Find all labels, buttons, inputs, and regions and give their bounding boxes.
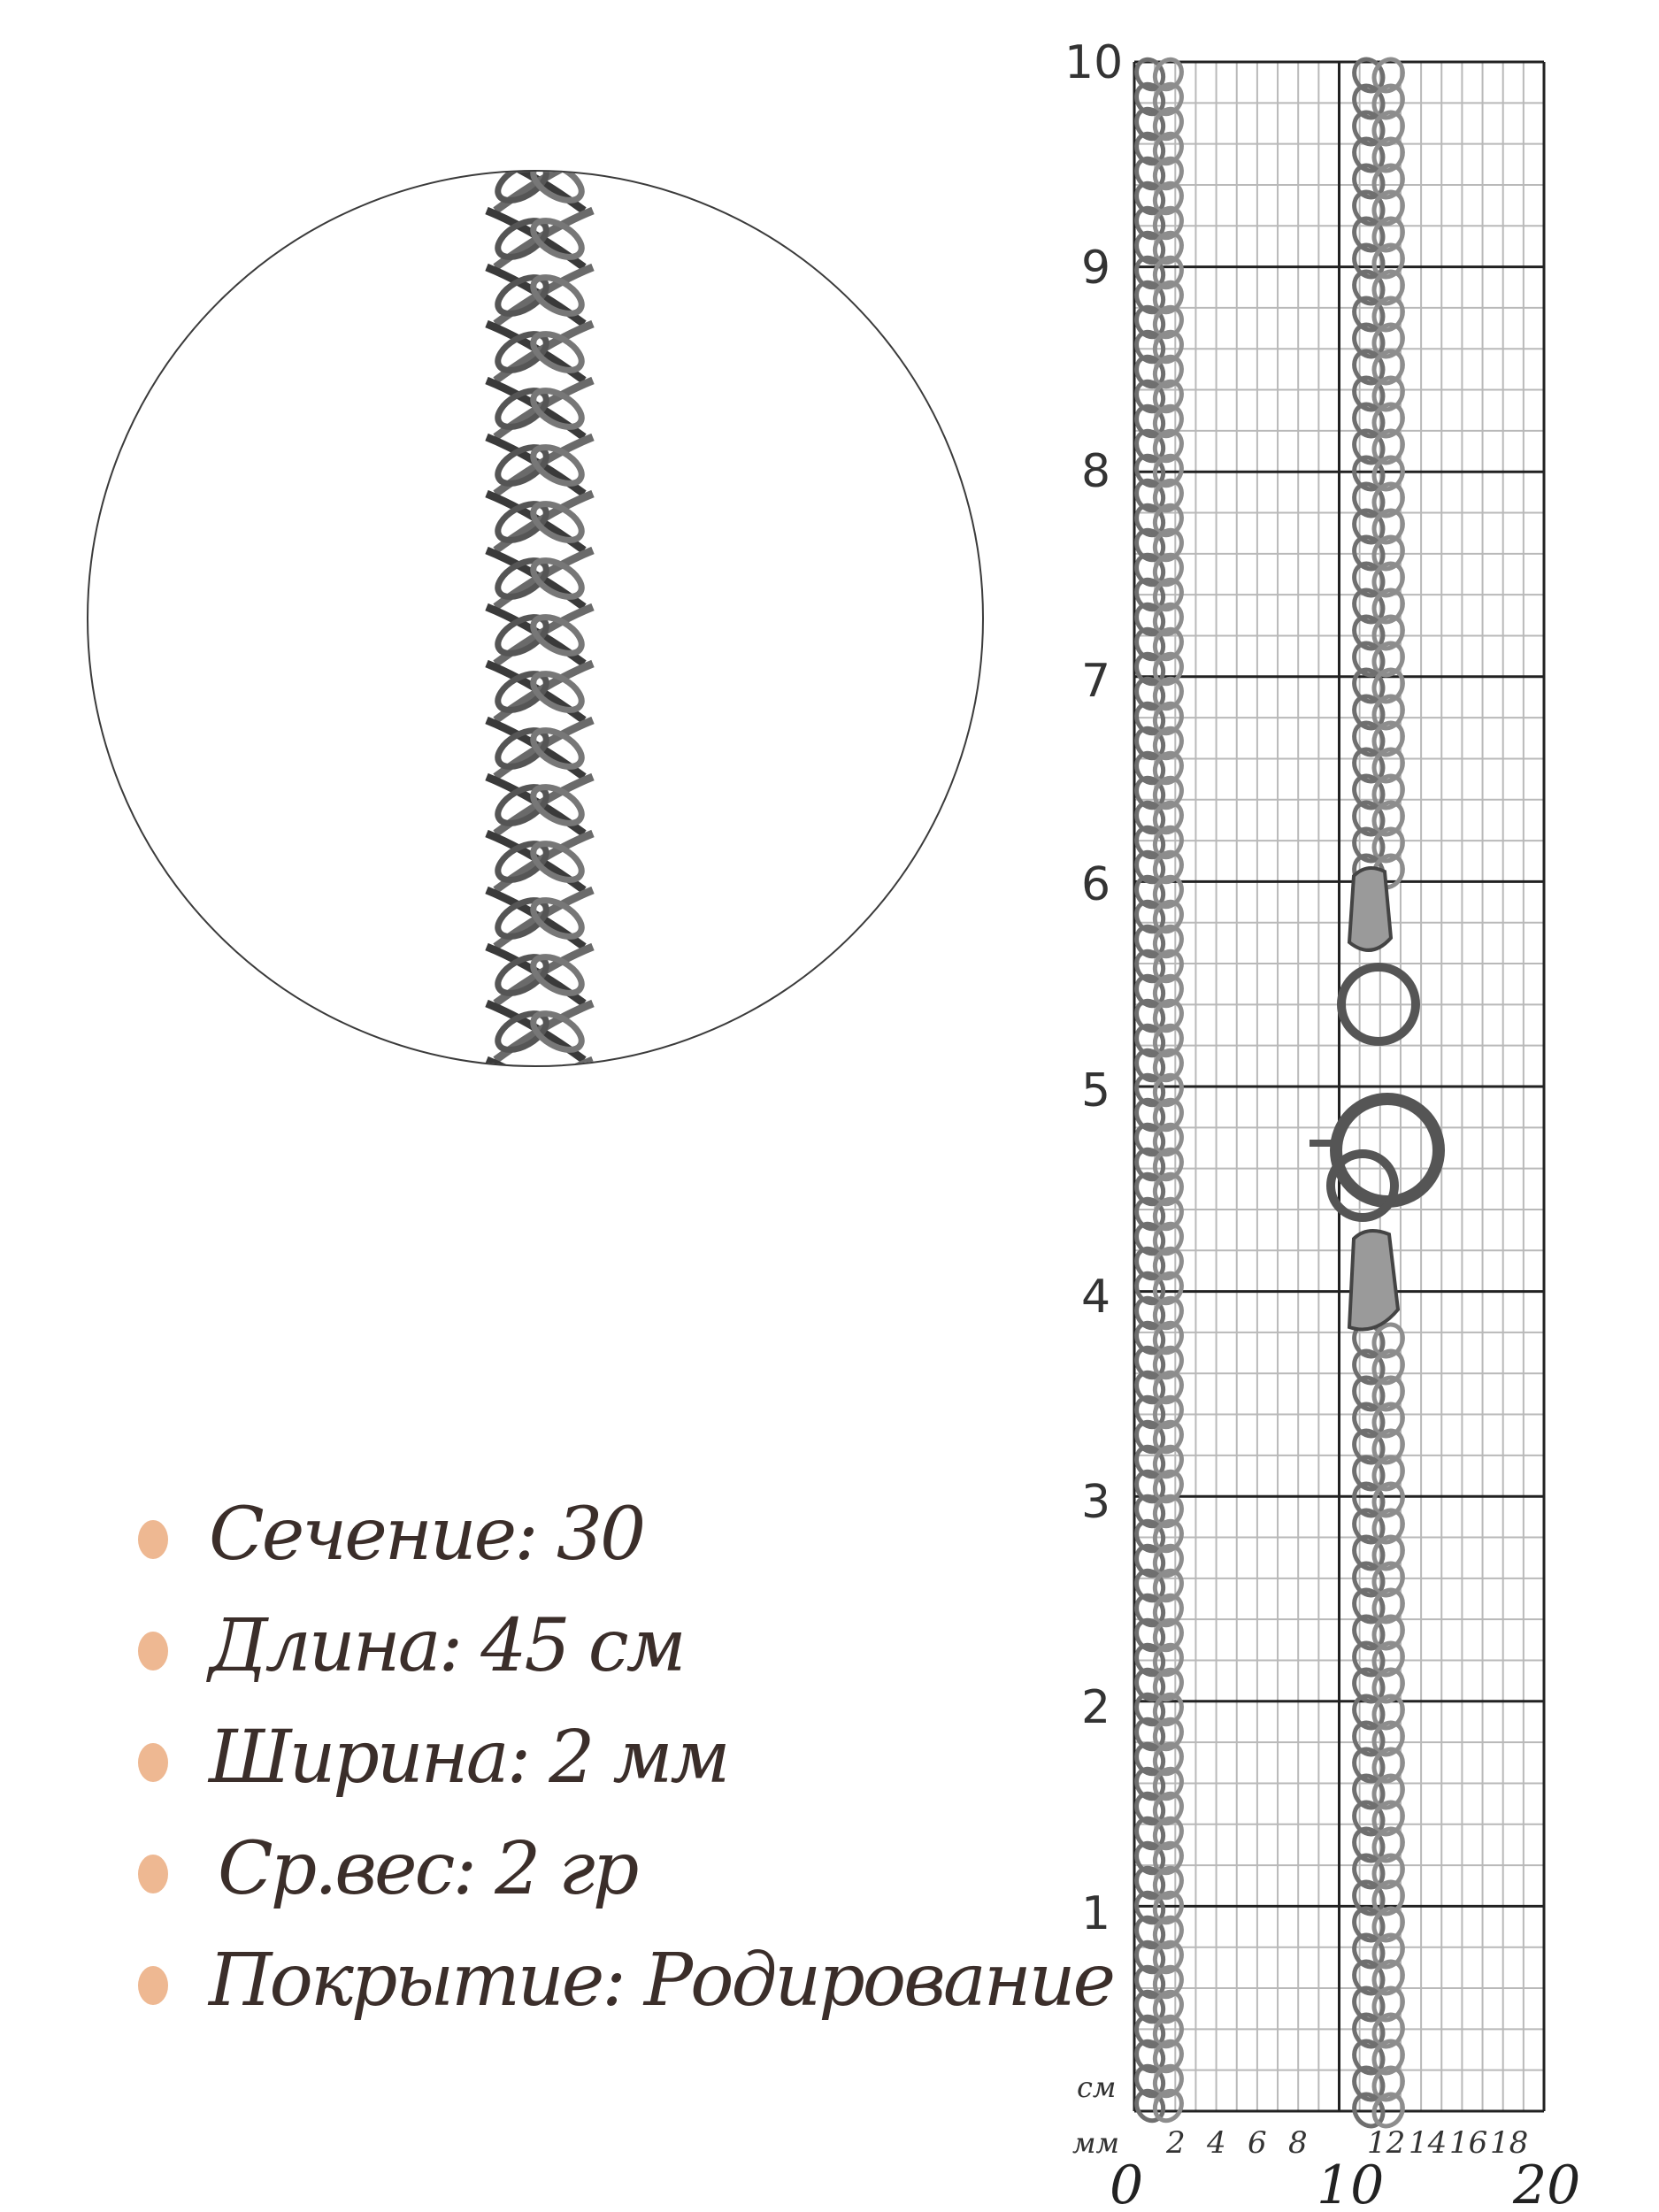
y-tick-label: 8 [1081, 445, 1111, 498]
chain-right-strand [1348, 54, 1408, 2131]
spec-item-weight [133, 1821, 1018, 1918]
x-mm-tick-label: 18 [1490, 2125, 1529, 2161]
x-mm-tick-label: 4 [1207, 2125, 1226, 2161]
spec-item-width [133, 1709, 1018, 1807]
x-mm-tick-label: 6 [1248, 2125, 1267, 2161]
spec-text: Покрытие: Родирование [209, 1939, 1114, 2023]
cm-unit-label: см [1077, 2070, 1117, 2104]
spec-text: Сечение: 30 [209, 1493, 644, 1577]
x-mm-tick-label: 12 [1367, 2125, 1406, 2161]
dot-bullet-icon [138, 1966, 168, 2005]
y-tick-label: 7 [1081, 655, 1111, 708]
spring-ring [1336, 1099, 1439, 1202]
y-tick-label: 9 [1081, 242, 1111, 295]
spec-text: Длина: 45 см [209, 1604, 684, 1688]
dot-bullet-icon [138, 1743, 168, 1782]
x-mm-tick-label: 8 [1288, 2125, 1308, 2161]
spec-text: Ширина: 2 мм [209, 1716, 728, 1800]
mm-unit-label: мм [1072, 2126, 1120, 2160]
clasp-image [1310, 868, 1439, 1330]
spec-item-section [133, 1486, 1018, 1584]
dot-bullet-icon [138, 1855, 168, 1893]
y-tick-label: 1 [1081, 1887, 1111, 1940]
y-tick-label: 2 [1081, 1681, 1111, 1734]
y-tick-label: 10 [1064, 36, 1124, 89]
x-cm-tick-label: 0 [1110, 2154, 1144, 2212]
x-cm-tick-label: 10 [1317, 2154, 1385, 2212]
clasp-tag-top [1349, 868, 1391, 950]
dot-bullet-icon [138, 1520, 168, 1559]
spec-item-coating [133, 1932, 1114, 2030]
y-tick-label: 6 [1081, 858, 1111, 911]
y-tick-label: 4 [1081, 1271, 1111, 1324]
x-mm-tick-label: 14 [1409, 2125, 1448, 2161]
y-tick-label: 3 [1081, 1476, 1111, 1529]
x-mm-tick-label: 2 [1166, 2125, 1186, 2161]
clasp-tag-bottom [1349, 1231, 1398, 1330]
spec-text: Ср.вес: 2 гр [218, 1827, 637, 1911]
dot-bullet-icon [138, 1632, 168, 1671]
spec-item-length [133, 1598, 1018, 1695]
x-mm-tick-label: 16 [1449, 2125, 1488, 2161]
chain-left-strand [1132, 55, 1187, 2125]
x-cm-tick-label: 20 [1513, 2154, 1581, 2212]
y-tick-label: 5 [1081, 1064, 1111, 1118]
